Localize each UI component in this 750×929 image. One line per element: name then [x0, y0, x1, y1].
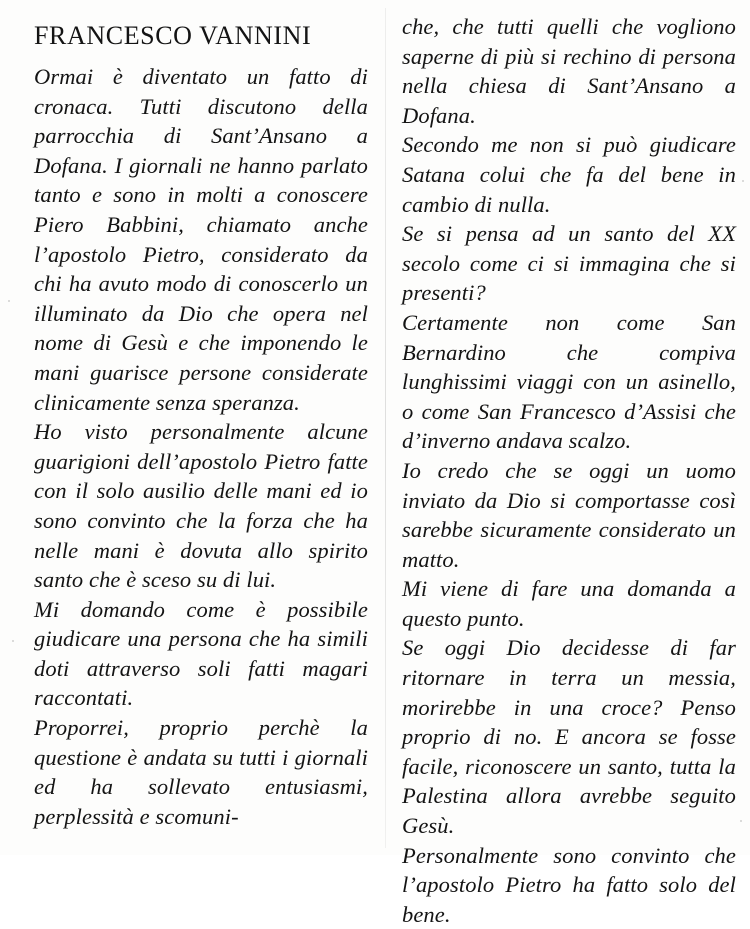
- print-speck: [740, 820, 742, 822]
- author-byline: FRANCESCO VANNINI: [34, 21, 312, 50]
- left-column: [34, 62, 368, 831]
- paragraph-9: Io credo che se oggi un uomo inviato da Dio si comportasse così sarebbe sicuramente considerato un matto.: [402, 457, 736, 572]
- paragraph-6: Secondo me non si può giudicare Satana colui che fa del bene in cambio di nulla.: [402, 132, 736, 217]
- print-speck: [12, 640, 14, 642]
- column-divider: [385, 8, 386, 848]
- paragraph-5: che, che tutti quelli che vogliono saperne di più si rechino di persona nella chiesa di Sant’Ansano a Dofana.: [402, 14, 736, 128]
- paragraph-2: Ho visto personalmente alcune guarigioni dell’apostolo Pietro fatte con il solo ausilio delle mani ed io sono convinto che la forza che ha nelle mani è dovuta allo spirito santo che è sceso su di lui.: [34, 419, 368, 593]
- right-column: [402, 12, 736, 929]
- paragraph-7: Se si pensa ad un santo del XX secolo come ci si immagina che si presenti?: [402, 221, 736, 306]
- print-speck: [8, 300, 10, 302]
- paragraph-8: Certamente non come San Bernardino che compiva lunghissimi viaggi con un asinello, o come San Francesco d’Assisi che d’inverno andava scalzo.: [402, 309, 736, 454]
- paragraph-1: Ormai è diventato un fatto di cronaca. Tutti discutono della parrocchia di Sant’Ansano a Dofana. I giornali ne hanno parlato tanto e sono in molti a conoscere Piero Babbini, chiamato anche l’apostolo Pietro, considerato da chi ha avuto modo di conoscerlo un illuminato da Dio che opera nel nome di Gesù e che imponendo le mani guarisce persone considerate clinicamente senza speranza.: [34, 64, 368, 415]
- print-speck: [742, 180, 744, 182]
- paragraph-4: Proporrei, proprio perchè la questione è andata su tutti i giornali ed ha sollevato entusiasmi, perplessità e scomuni-: [34, 715, 368, 829]
- paragraph-3: Mi domando come è possibile giudicare una persona che ha simili doti attraverso soli fatti magari raccontati.: [34, 596, 368, 711]
- paragraph-10: Mi viene di fare una domanda a questo punto.: [402, 576, 736, 631]
- paragraph-11: Se oggi Dio decidesse di far ritornare in terra un messia, morirebbe in una croce? Penso proprio di no. E ancora se fosse facile, riconoscere un santo, tutta la Palestina allora avrebbe seguito Gesù.: [402, 635, 736, 839]
- paragraph-12: Personalmente sono convinto che l’apostolo Pietro ha fatto solo del bene.: [402, 842, 736, 927]
